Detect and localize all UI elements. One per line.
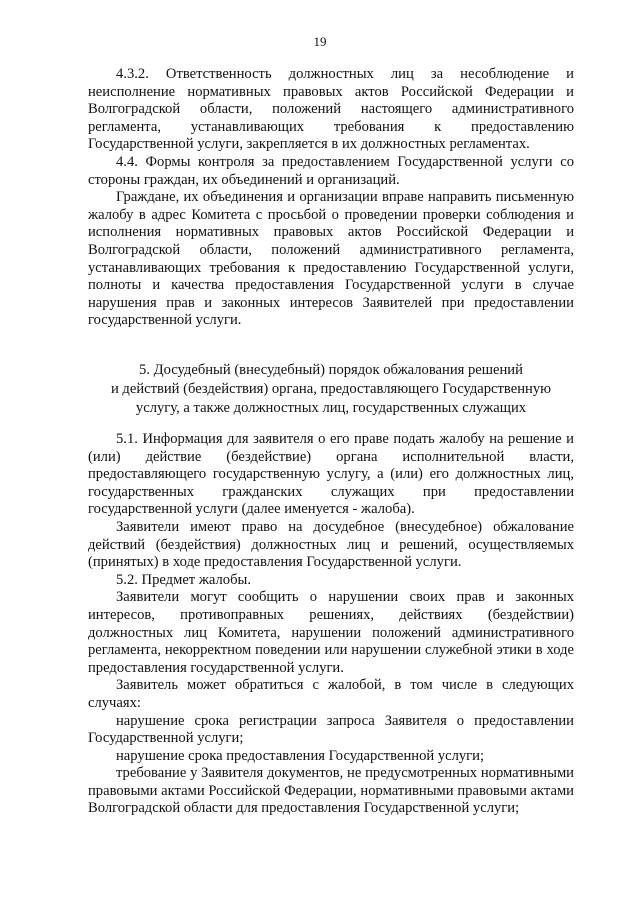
paragraph-complaint-right: Граждане, их объединения и организации вправе направить письменную жалобу в адрес Комитета с просьбой о проведении проверки соблюдения и исполнения нормативных правовых актов Российской Федерации и Волгоградской области, положений административного регламента, устанавливающих требования к предоставлению Государственной услуги, полноты и качества предоставления Государственной услуги в случае нарушения прав и законных интересов Заявителей при предоставлении государственной услуги. [88,189,574,329]
list-item-extra-documents: требование у Заявителя документов, не предусмотренных нормативными правовыми актами Российской Федерации, нормативными правовыми актами Волгоградской области для предоставления Государственной услуги; [88,765,574,817]
list-item-registration-delay: нарушение срока регистрации запроса Заявителя о предоставлении Государственной услуги; [88,712,574,747]
heading-line-2: и действий (бездействия) органа, предоставляющего Государственную [110,381,552,397]
heading-line-3: услугу, а также должностных лиц, государственных служащих [135,400,527,416]
list-item-service-delay: нарушение срока предоставления Государственной услуги; [116,747,485,764]
page-number: 19 [313,34,327,49]
paragraph-violations: Заявители могут сообщить о нарушении своих прав и законных интересов, противоправных решениях, действиях (бездействии) должностных лиц Комитета, нарушении положений административного регламента, некорректном поведении или нарушении служебной этики в ходе предоставления государственной услуги. [88,589,574,676]
section-5-text [88,431,574,818]
paragraph-4-3-2: 4.3.2. Ответственность должностных лиц за несоблюдение и неисполнение нормативных правовых актов Российской Федерации и Волгоградской области, положений настоящего административного регламента, устанавливающих требования к предоставлению Государственной услуги, закрепляется в их должностных регламентах. [88,66,574,153]
section-5-heading [88,361,574,418]
heading-line-1: 5. Досудебный (внесудебный) порядок обжалования решений [139,362,523,378]
paragraph-4-4: 4.4. Формы контроля за предоставлением Государственной услуги со стороны граждан, их объединений и организаций. [88,153,574,188]
paragraph-5-2: 5.2. Предмет жалобы. [116,571,251,588]
paragraph-5-1: 5.1. Информация для заявителя о его праве подать жалобу на решение и (или) действие (бездействие) органа исполнительной власти, предоставляющего государственную услугу, а (или) его должностных лиц, государственных гражданских служащих при предоставлении государственной услуги (далее именуется - жалоба). [88,431,574,518]
paragraph-cases-intro: Заявитель может обратиться с жалобой, в том числе в следующих случаях: [88,677,574,711]
paragraph-appeal-right: Заявители имеют право на досудебное (внесудебное) обжалование действий (бездействия) должностных лиц и решений, осуществляемых (принятых) в ходе предоставления Государственной услуги. [88,518,574,571]
section-4-text [88,66,574,330]
